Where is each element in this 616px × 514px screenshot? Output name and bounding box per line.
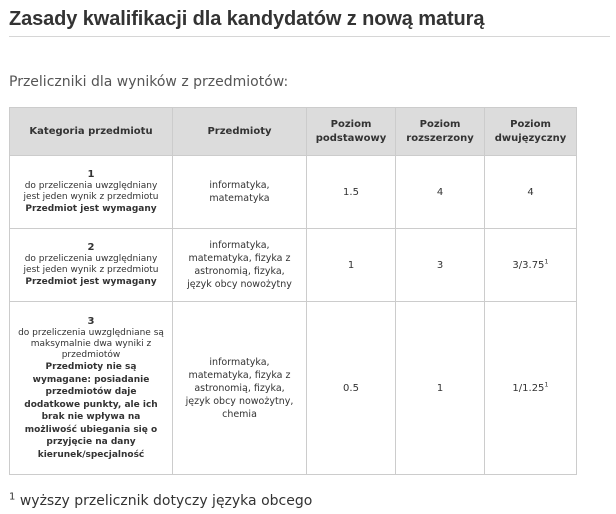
extended-level-value: 3 [396, 229, 485, 302]
conversion-table [9, 107, 577, 475]
page-title: Zasady kwalifikacji dla kandydatów z nową maturą [9, 8, 485, 30]
basic-level-value: 1 [307, 229, 396, 302]
footnote-text: wyższy przelicznik dotyczy języka obcego [19, 493, 313, 509]
category-description: do przeliczenia uwzględniany jest jeden wynik z przedmiotu [23, 254, 159, 276]
category-requirement: Przedmioty nie są wymagane: posiadanie przedmiotów daje dodatkowe punkty, ale ich brak nie wpływa na możliwość ubiegania się o przyjęcie na dany kierunek/specjalność [24, 362, 158, 460]
category-cell [10, 302, 173, 475]
header-category-label: Kategoria przedmiotu [29, 125, 153, 137]
footnote-reference: 1 [544, 257, 549, 266]
category-cell [10, 156, 173, 229]
footnote-mark: 1 [9, 491, 16, 503]
header-basic-line2: podstawowy [315, 132, 387, 144]
table-row [10, 156, 577, 229]
bilingual-level-value: 3/3.75$^1$ [485, 229, 577, 302]
table-row [10, 229, 577, 302]
header-extended-line2: rozszerzony [406, 132, 474, 144]
category-number: 1 [87, 169, 95, 181]
category-cell [10, 229, 173, 302]
header-extended-level [396, 108, 485, 156]
basic-level-value: 1.5 [307, 156, 396, 229]
header-bilingual-level [485, 108, 577, 156]
header-basic-level [307, 108, 396, 156]
category-number: 2 [87, 242, 95, 254]
category-description: do przeliczenia uwzględniane są maksymalnie dwa wyniki z przedmiotów [18, 328, 164, 360]
bilingual-level-value: 1/1.25$^1$ [485, 302, 577, 475]
category-number: 3 [87, 316, 95, 327]
subjects-cell: informatyka, matematyka, fizyka z astronomią, fizyka, język obcy nowożytny [173, 229, 307, 302]
section-subtitle: Przeliczniki dla wyników z przedmiotów: [9, 74, 289, 90]
basic-level-value: 0.5 [307, 302, 396, 475]
header-bilingual-line1: Poziom [510, 118, 551, 130]
table-row [10, 302, 577, 475]
header-basic-line1: Poziom [330, 118, 372, 130]
category-description: do przeliczenia uwzględniany jest jeden wynik z przedmiotu [23, 181, 159, 203]
header-bilingual-line2: dwujęzyczny [494, 132, 567, 144]
bilingual-level-value: 4 [485, 156, 577, 229]
footnote-reference: 1 [544, 380, 549, 389]
header-subjects [173, 108, 307, 156]
header-extended-line1: Poziom [419, 118, 461, 130]
category-requirement: Przedmiot jest wymagany [25, 204, 157, 215]
subjects-cell: informatyka, matematyka, fizyka z astronomią, fizyka, język obcy nowożytny, chemia [173, 302, 307, 475]
table-header-row [10, 108, 577, 156]
subjects-cell: informatyka, matematyka [173, 156, 307, 229]
header-category [10, 108, 173, 156]
header-subjects-label: Przedmioty [207, 125, 272, 137]
footnote [9, 492, 312, 510]
category-requirement: Przedmiot jest wymagany [25, 277, 157, 288]
extended-level-value: 1 [396, 302, 485, 475]
extended-level-value: 4 [396, 156, 485, 229]
title-divider [9, 36, 610, 37]
